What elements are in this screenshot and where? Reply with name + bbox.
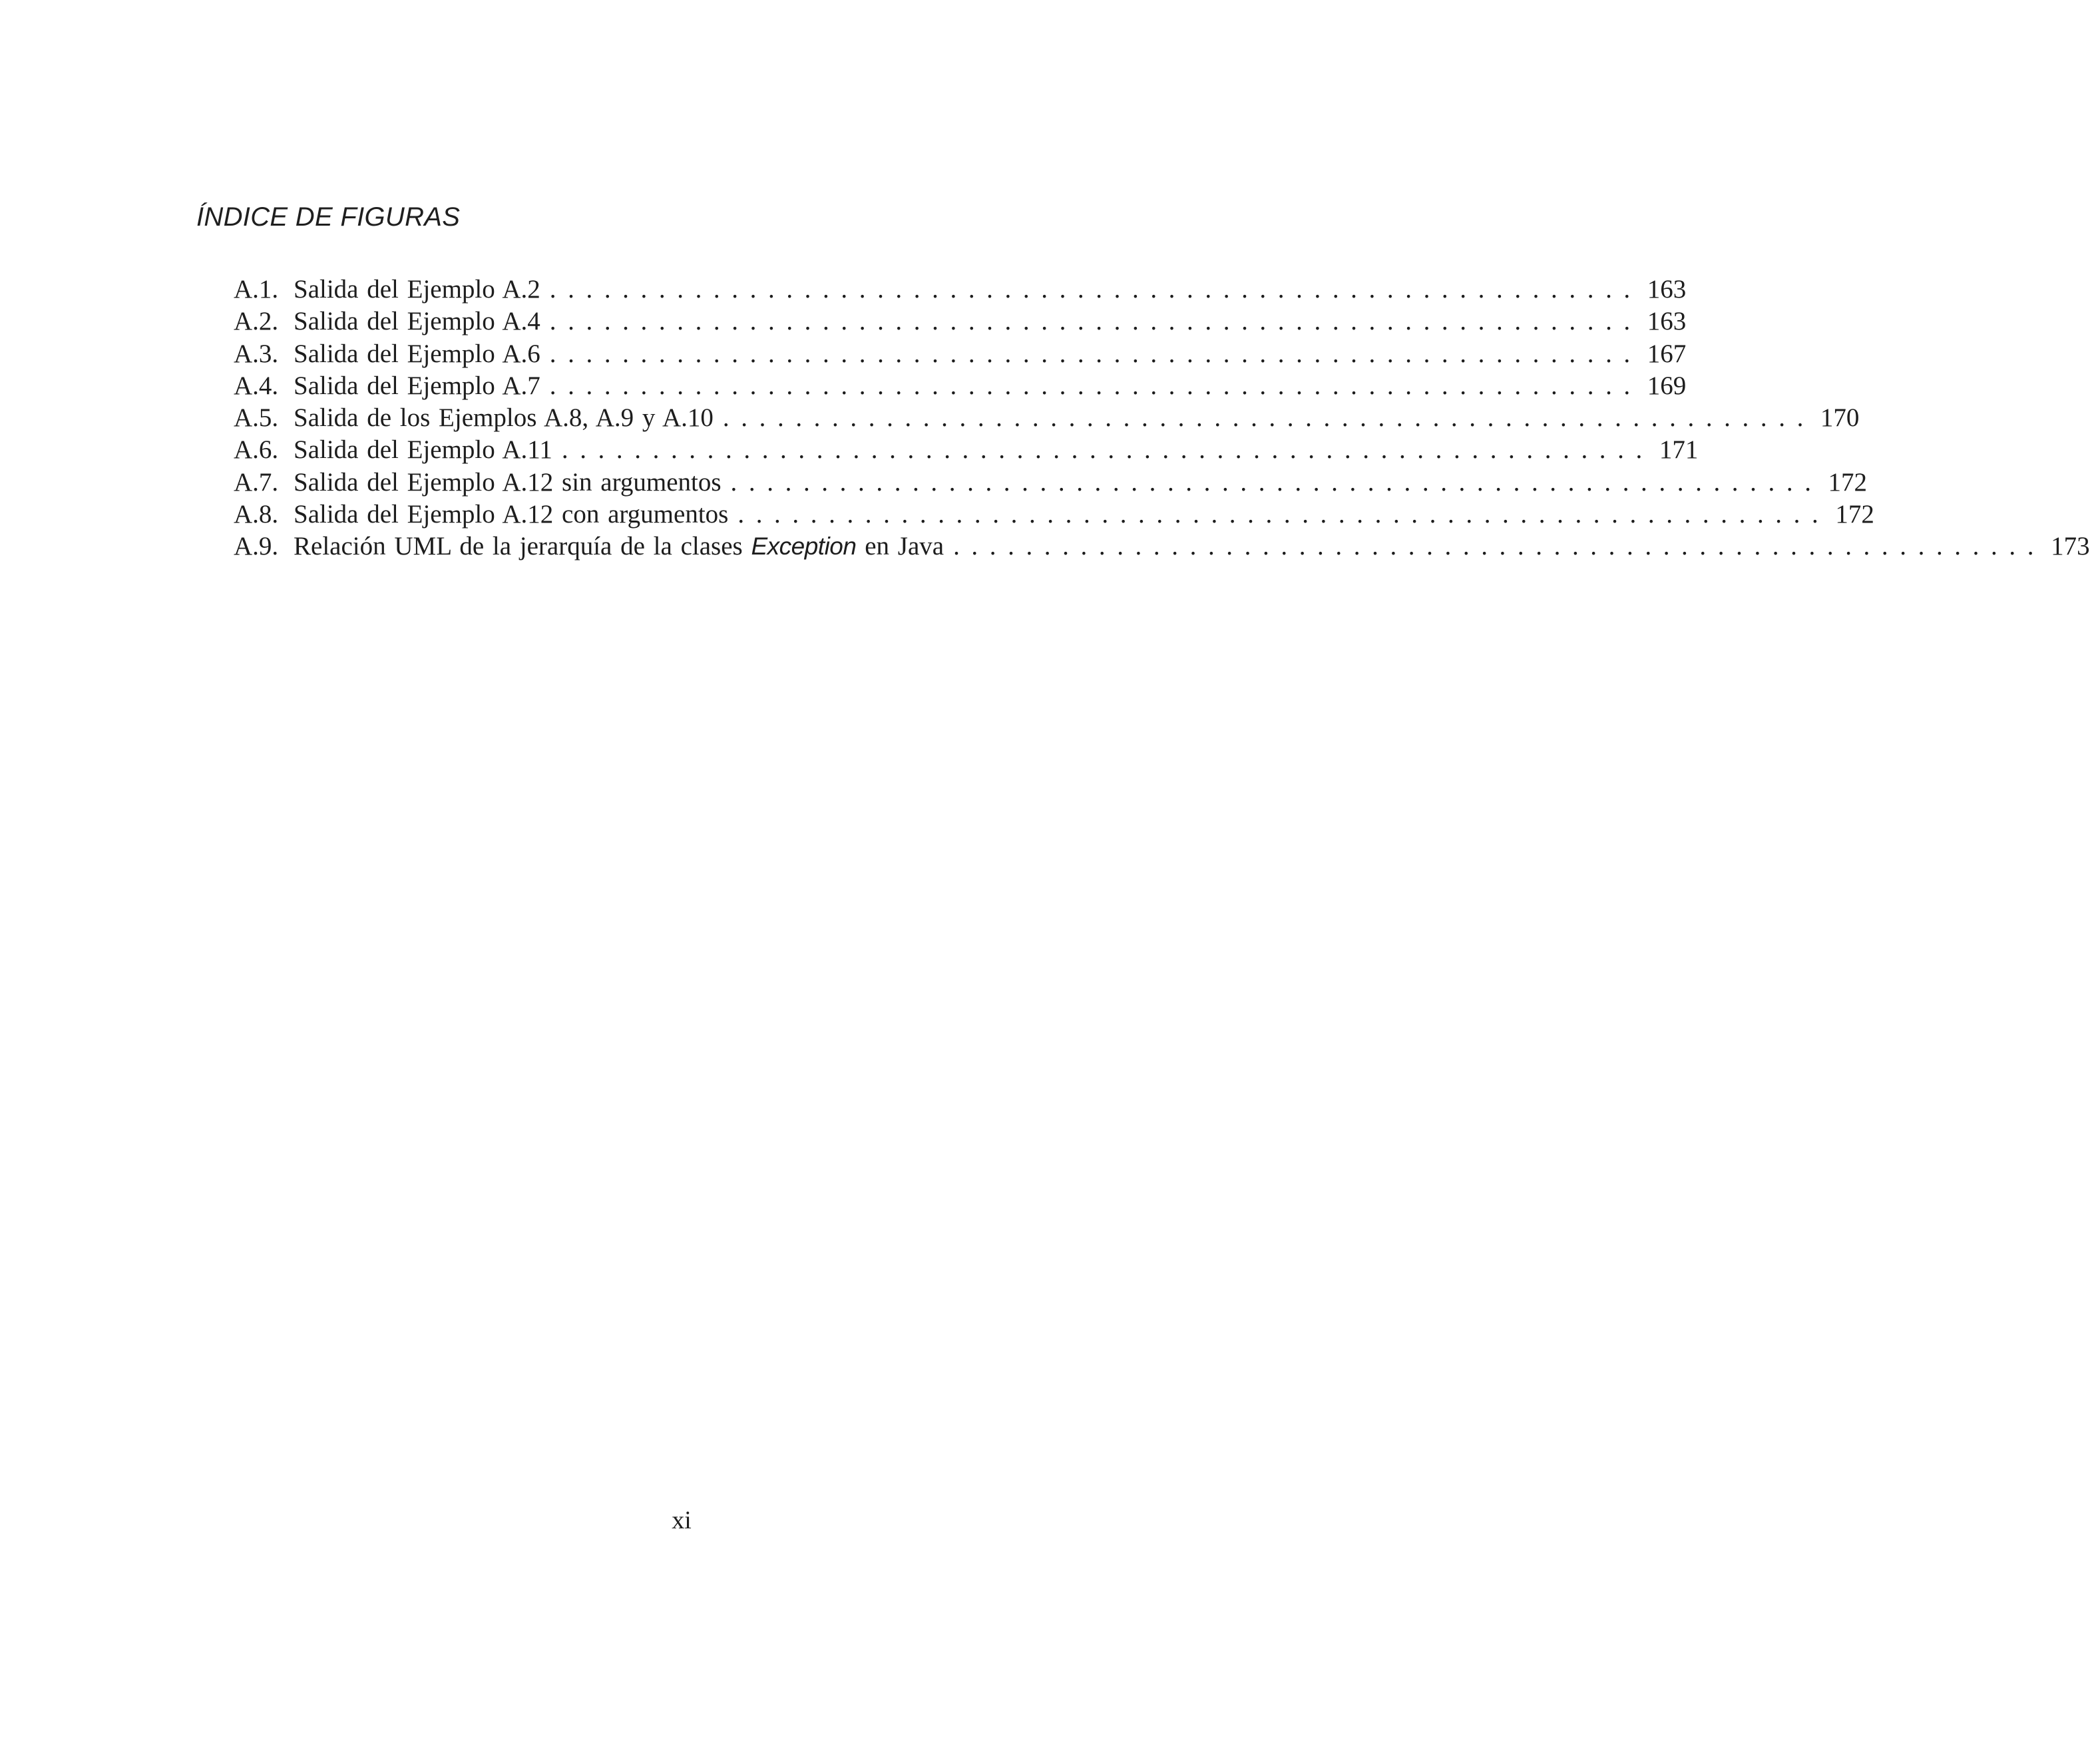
figure-index-entry[interactable]	[234, 402, 1860, 434]
entry-page-number: 170	[1820, 403, 1860, 433]
entry-title	[294, 434, 552, 466]
entry-title	[294, 531, 944, 562]
dot-leader: ............................................................	[730, 467, 1823, 497]
entry-title-code: Exception	[751, 533, 857, 560]
entry-title	[294, 306, 540, 337]
entry-page-number: 167	[1647, 339, 1687, 368]
figure-index-list	[234, 274, 2090, 563]
entry-title-text: Salida del Ejemplo A.2	[294, 275, 540, 304]
entry-page-number: 173	[2051, 532, 2090, 561]
page-number: xi	[672, 1506, 692, 1534]
entry-title	[294, 338, 540, 370]
figure-index-entry[interactable]	[234, 499, 1874, 531]
entry-number: A.3.	[234, 339, 279, 368]
entry-title-text: Salida del Ejemplo A.4	[294, 307, 540, 336]
figure-index-entry[interactable]	[234, 467, 1868, 499]
entry-number: A.5.	[234, 403, 279, 433]
entry-number: A.8.	[234, 500, 279, 529]
entry-title-text: Salida del Ejemplo A.12 sin argumentos	[294, 467, 722, 497]
entry-page-number: 169	[1647, 371, 1687, 400]
entry-number: A.7.	[234, 467, 279, 497]
entry-title	[294, 274, 540, 306]
dot-leader: ............................................................	[953, 532, 2046, 561]
entry-page-number: 171	[1659, 435, 1699, 465]
entry-number: A.1.	[234, 275, 279, 304]
figure-index-entry[interactable]	[234, 306, 1687, 337]
entry-title-text: Salida del Ejemplo A.6	[294, 339, 540, 368]
figure-index-entry[interactable]	[234, 338, 1687, 370]
entry-number: A.9.	[234, 532, 279, 561]
entry-title-text: Salida del Ejemplo A.11	[294, 435, 552, 465]
entry-page-number: 163	[1647, 307, 1687, 336]
entry-page-number: 172	[1835, 500, 1874, 529]
section-heading: ÍNDICE DE FIGURAS	[196, 202, 461, 232]
entry-title-text: Salida del Ejemplo A.12 con argumentos	[294, 500, 729, 529]
dot-leader: ............................................................	[737, 500, 1830, 529]
dot-leader: ............................................................	[561, 435, 1654, 465]
entry-title-text: Salida de los Ejemplos A.8, A.9 y A.10	[294, 403, 714, 433]
entry-title	[294, 499, 728, 531]
figure-index-entry[interactable]	[234, 274, 1687, 306]
dot-leader: ............................................................	[722, 403, 1815, 433]
entry-page-number: 163	[1647, 275, 1687, 304]
entry-title	[294, 370, 540, 402]
figure-index-entry[interactable]	[234, 370, 1687, 402]
dot-leader: ............................................................	[549, 339, 1642, 368]
entry-page-number: 172	[1828, 467, 1868, 497]
figure-index-entry[interactable]	[234, 434, 1699, 466]
entry-title-suffix: en Java	[856, 532, 944, 561]
dot-leader: ............................................................	[549, 307, 1642, 336]
entry-title	[294, 467, 722, 499]
entry-number: A.4.	[234, 371, 279, 400]
dot-leader: ............................................................	[549, 275, 1642, 304]
entry-title-text: Salida del Ejemplo A.7	[294, 371, 540, 400]
entry-title	[294, 402, 714, 434]
entry-number: A.6.	[234, 435, 279, 465]
dot-leader: ............................................................	[549, 371, 1642, 400]
entry-title-text: Relación UML de la jerarquía de la clases	[294, 532, 751, 561]
entry-number: A.2.	[234, 307, 279, 336]
figure-index-entry[interactable]	[234, 531, 2090, 562]
